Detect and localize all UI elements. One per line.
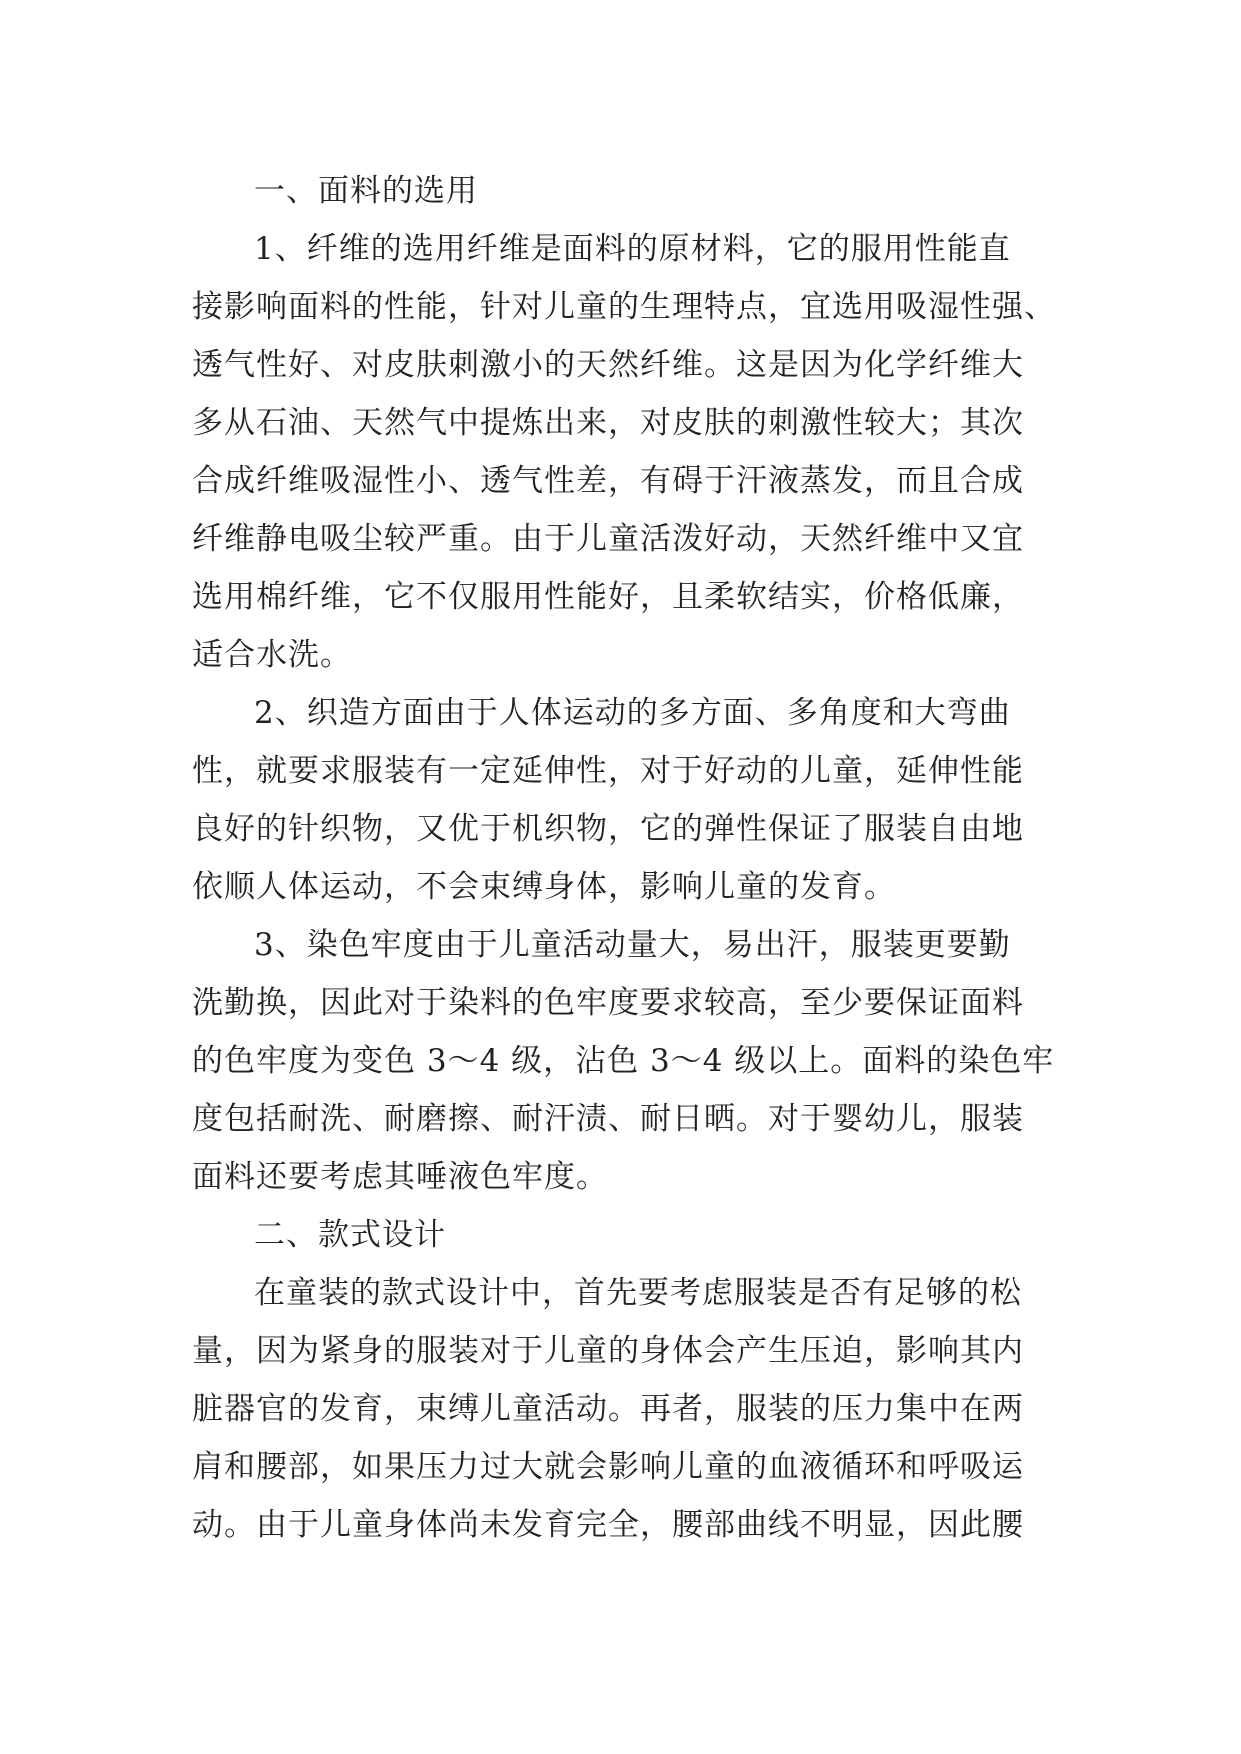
paragraph-line: 面料还要考虑其唾液色牢度。 [192,1159,608,1195]
paragraph-line: 2、织造方面由于人体运动的多方面、多角度和大弯曲 [254,695,1011,731]
paragraph-line: 洗勤换，因此对于染料的色牢度要求较高，至少要保证面料 [192,985,1024,1021]
paragraph-line: 3、染色牢度由于儿童活动量大，易出汗，服装更要勤 [254,927,1011,963]
paragraph-line: 度包括耐洗、耐磨擦、耐汗渍、耐日晒。对于婴幼儿，服装 [192,1101,1024,1137]
paragraph-line: 良好的针织物，又优于机织物，它的弹性保证了服装自由地 [192,811,1024,847]
paragraph-line: 纤维静电吸尘较严重。由于儿童活泼好动，天然纤维中又宜 [192,521,1024,557]
paragraph-line: 性，就要求服装有一定延伸性，对于好动的儿童，延伸性能 [192,753,1024,789]
paragraph-line: 肩和腰部，如果压力过大就会影响儿童的血液循环和呼吸运 [192,1449,1024,1485]
paragraph-line: 多从石油、天然气中提炼出来，对皮肤的刺激性较大；其次 [192,405,1024,441]
paragraph-line: 选用棉纤维，它不仅服用性能好，且柔软结实，价格低廉， [192,579,1024,615]
paragraph-line: 透气性好、对皮肤刺激小的天然纤维。这是因为化学纤维大 [192,347,1024,383]
paragraph-line: 依顺人体运动，不会束缚身体，影响儿童的发育。 [192,869,896,905]
paragraph-line: 的色牢度为变色 3～4 级，沾色 3～4 级以上。面料的染色牢 [192,1043,1055,1079]
paragraph-line: 1、纤维的选用纤维是面料的原材料，它的服用性能直 [254,231,1011,267]
section-heading-fabric: 一、面料的选用 [254,173,478,209]
paragraph-line: 在童装的款式设计中，首先要考虑服装是否有足够的松 [254,1275,1022,1311]
paragraph-line: 脏器官的发育，束缚儿童活动。再者，服装的压力集中在两 [192,1391,1024,1427]
section-heading-style-design: 二、款式设计 [254,1217,446,1253]
paragraph-line: 适合水洗。 [192,637,352,673]
document-body [192,162,1056,1554]
paragraph-line: 接影响面料的性能，针对儿童的生理特点，宜选用吸湿性强、 [192,289,1056,325]
paragraph-line: 量，因为紧身的服装对于儿童的身体会产生压迫，影响其内 [192,1333,1024,1369]
paragraph-line: 动。由于儿童身体尚未发育完全，腰部曲线不明显，因此腰 [192,1507,1024,1543]
paragraph-line: 合成纤维吸湿性小、透气性差，有碍于汗液蒸发，而且合成 [192,463,1024,499]
